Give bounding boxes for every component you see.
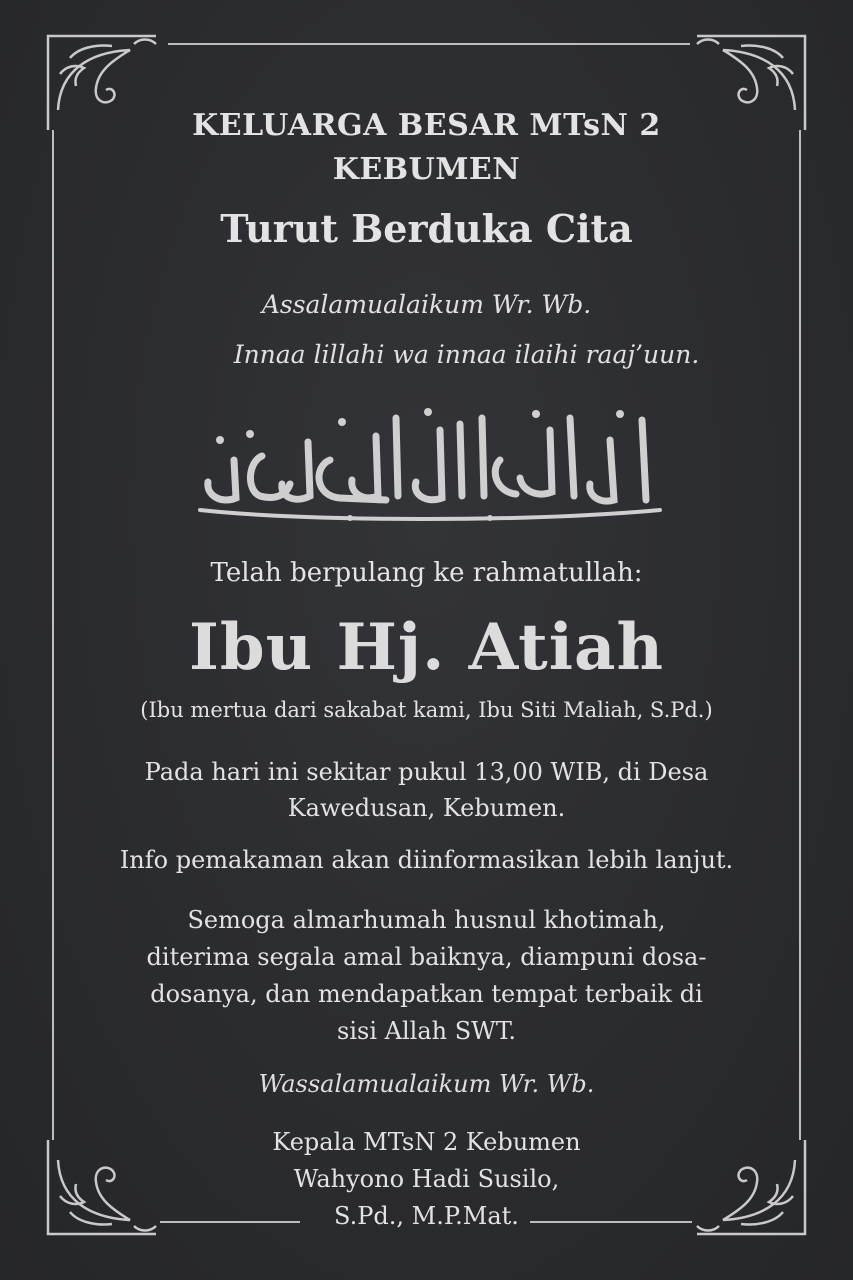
relation-note: (Ibu mertua dari sakabat kami, Ibu Siti Maliah, S.Pd.): [140, 698, 713, 722]
prayer-line-1: Semoga almarhumah husnul khotimah,: [187, 906, 666, 934]
organization-heading: [60, 104, 793, 192]
announcement-intro: Telah berpulang ke rahmatullah:: [210, 558, 643, 588]
salam-greeting: Assalamualaikum Wr. Wb.: [261, 290, 592, 319]
prayer-line-4: sisi Allah SWT.: [337, 1017, 516, 1045]
prayer-text: [125, 902, 728, 1050]
time-place-line-2: Kawedusan, Kebumen.: [287, 794, 566, 822]
time-place-text: [120, 754, 733, 826]
organization-line-2: KEBUMEN: [332, 152, 521, 187]
prayer-line-2: diterima segala amal baiknya, diampuni dosa-: [146, 943, 707, 971]
condolence-title: Turut Berduka Cita: [220, 206, 633, 251]
wassalam-closing: Wassalamualaikum Wr. Wb.: [258, 1070, 595, 1098]
funeral-info-text: Info pemakaman akan diinformasikan lebih lanjut.: [119, 846, 734, 874]
innaa-lillahi-text: Innaa lillahi wa innaa ilaihi raaj’uun.: [233, 340, 700, 369]
arabic-calligraphy: [190, 400, 670, 530]
time-place-line-1: Pada hari ini sekitar pukul 13,00 WIB, di Desa: [144, 758, 709, 786]
organization-line-1: KELUARGA BESAR MTsN 2: [192, 108, 661, 143]
signer-degrees: S.Pd., M.P.Mat.: [334, 1202, 519, 1230]
signature-block: [60, 1124, 793, 1235]
signer-name: Wahyono Hadi Susilo,: [293, 1165, 560, 1193]
deceased-name: Ibu Hj. Atiah: [188, 610, 665, 685]
signer-position: Kepala MTsN 2 Kebumen: [272, 1128, 581, 1156]
prayer-line-3: dosanya, dan mendapatkan tempat terbaik di: [150, 980, 703, 1008]
